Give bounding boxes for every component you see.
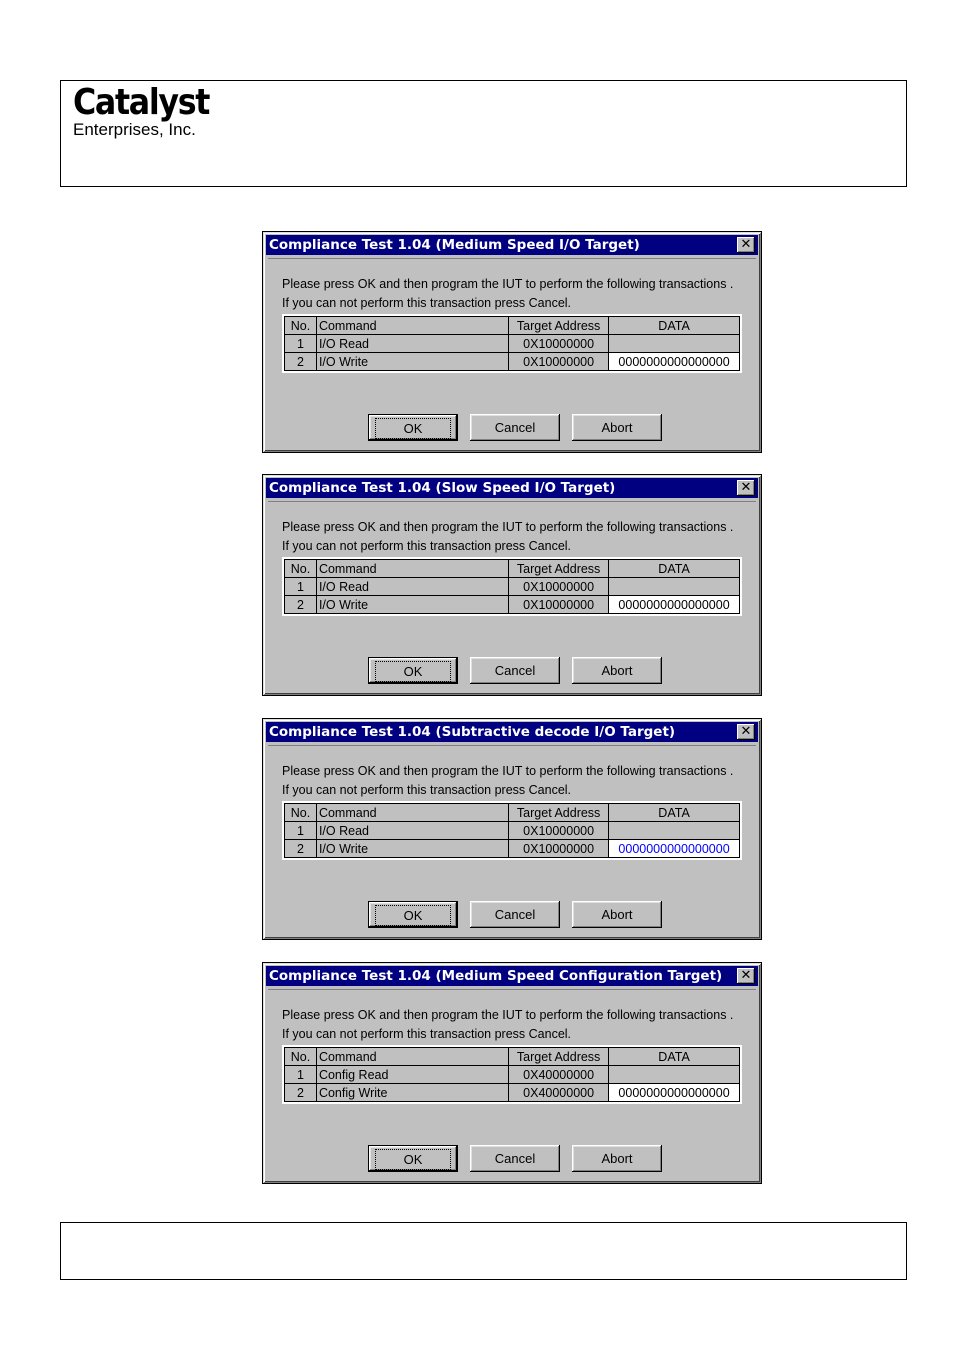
message-line-1: Please press OK and then program the IUT to perform the following transactions . xyxy=(282,277,734,291)
dialog-content xyxy=(268,745,756,934)
column-header-data[interactable]: DATA xyxy=(609,560,740,578)
cell-data-input[interactable]: 0000000000000000 xyxy=(609,1084,740,1102)
dialog-message xyxy=(282,762,733,799)
dialog-titlebar[interactable] xyxy=(266,722,758,742)
header-box xyxy=(60,80,907,187)
table-header-row xyxy=(285,1048,740,1066)
column-header-command[interactable]: Command xyxy=(316,560,508,578)
column-header-no[interactable]: No. xyxy=(285,317,317,335)
dialog-title: Compliance Test 1.04 (Slow Speed I/O Target) xyxy=(269,480,616,496)
ok-button[interactable] xyxy=(368,901,458,928)
table-row xyxy=(285,1066,740,1084)
close-icon[interactable]: ✕ xyxy=(737,480,755,496)
cell-target-address: 0X40000000 xyxy=(509,1084,609,1102)
cancel-button[interactable]: Cancel xyxy=(470,901,560,928)
ok-label: OK xyxy=(378,421,449,436)
ok-button[interactable] xyxy=(368,657,458,684)
dialog-medium-speed-io xyxy=(262,231,762,453)
cell-data xyxy=(609,822,740,840)
cell-data-input[interactable]: 0000000000000000 xyxy=(609,596,740,614)
column-header-no[interactable]: No. xyxy=(285,560,317,578)
dialog-titlebar[interactable] xyxy=(266,966,758,986)
table-row xyxy=(285,596,740,614)
column-header-target-address[interactable]: Target Address xyxy=(509,1048,609,1066)
message-line-1: Please press OK and then program the IUT to perform the following transactions . xyxy=(282,1008,734,1022)
cell-command: I/O Read xyxy=(316,822,508,840)
abort-button[interactable]: Abort xyxy=(572,657,662,684)
dialog-subtractive-decode-io xyxy=(262,718,762,940)
cell-no: 1 xyxy=(285,822,317,840)
cell-target-address: 0X10000000 xyxy=(509,596,609,614)
transactions-table xyxy=(284,803,740,858)
cell-target-address: 0X10000000 xyxy=(509,578,609,596)
dialog-content xyxy=(268,989,756,1178)
dialog-title: Compliance Test 1.04 (Medium Speed Configuration Target) xyxy=(269,968,723,984)
message-line-2: If you can not perform this transaction press Cancel. xyxy=(282,782,572,797)
message-line-1: Please press OK and then program the IUT to perform the following transactions . xyxy=(282,764,734,778)
dialog-title: Compliance Test 1.04 (Medium Speed I/O Target) xyxy=(269,237,640,253)
logo-main-text: Catalyst xyxy=(73,82,210,123)
message-line-1: Please press OK and then program the IUT to perform the following transactions . xyxy=(282,520,734,534)
table-header-row xyxy=(285,560,740,578)
column-header-command[interactable]: Command xyxy=(316,1048,508,1066)
column-header-data[interactable]: DATA xyxy=(609,804,740,822)
column-header-target-address[interactable]: Target Address xyxy=(509,317,609,335)
dialog-title: Compliance Test 1.04 (Subtractive decode I/O Target) xyxy=(269,724,676,740)
transactions-table xyxy=(284,316,740,371)
cell-command: Config Write xyxy=(316,1084,508,1102)
ok-button[interactable] xyxy=(368,1145,458,1172)
dialog-message xyxy=(282,518,733,555)
cell-no: 1 xyxy=(285,578,317,596)
cell-no: 2 xyxy=(285,353,317,371)
cell-data xyxy=(609,335,740,353)
close-icon[interactable]: ✕ xyxy=(737,724,755,740)
transactions-table xyxy=(284,1047,740,1102)
cell-no: 2 xyxy=(285,1084,317,1102)
ok-label: OK xyxy=(378,908,449,923)
table-row xyxy=(285,353,740,371)
cell-command: I/O Read xyxy=(316,578,508,596)
cancel-button[interactable]: Cancel xyxy=(470,1145,560,1172)
cell-no: 1 xyxy=(285,1066,317,1084)
cell-command: I/O Write xyxy=(316,840,508,858)
table-row xyxy=(285,335,740,353)
logo-sub-text: Enterprises, Inc. xyxy=(73,120,196,139)
message-line-2: If you can not perform this transaction press Cancel. xyxy=(282,295,572,310)
cell-no: 2 xyxy=(285,596,317,614)
cell-no: 1 xyxy=(285,335,317,353)
ok-button[interactable] xyxy=(368,414,458,441)
cell-data-input[interactable]: 0000000000000000 xyxy=(609,353,740,371)
dialog-message xyxy=(282,275,733,312)
column-header-no[interactable]: No. xyxy=(285,1048,317,1066)
column-header-target-address[interactable]: Target Address xyxy=(509,560,609,578)
cell-command: Config Read xyxy=(316,1066,508,1084)
ok-label: OK xyxy=(378,1152,449,1167)
cell-command: I/O Write xyxy=(316,353,508,371)
abort-button[interactable]: Abort xyxy=(572,901,662,928)
footer-box xyxy=(60,1222,907,1280)
table-row xyxy=(285,578,740,596)
transactions-table xyxy=(284,559,740,614)
cell-command: I/O Write xyxy=(316,596,508,614)
column-header-no[interactable]: No. xyxy=(285,804,317,822)
cell-target-address: 0X10000000 xyxy=(509,840,609,858)
cell-data xyxy=(609,578,740,596)
close-icon[interactable]: ✕ xyxy=(737,237,755,253)
table-header-row xyxy=(285,804,740,822)
dialog-titlebar[interactable] xyxy=(266,478,758,498)
ok-label: OK xyxy=(378,664,449,679)
column-header-target-address[interactable]: Target Address xyxy=(509,804,609,822)
dialog-slow-speed-io xyxy=(262,474,762,696)
cell-command: I/O Read xyxy=(316,335,508,353)
cell-target-address: 0X10000000 xyxy=(509,822,609,840)
abort-button[interactable]: Abort xyxy=(572,414,662,441)
dialog-medium-speed-config xyxy=(262,962,762,1184)
cell-data xyxy=(609,1066,740,1084)
cancel-button[interactable]: Cancel xyxy=(470,414,560,441)
cancel-button[interactable]: Cancel xyxy=(470,657,560,684)
cell-target-address: 0X10000000 xyxy=(509,353,609,371)
table-row xyxy=(285,1084,740,1102)
table-header-row xyxy=(285,317,740,335)
cell-no: 2 xyxy=(285,840,317,858)
message-line-2: If you can not perform this transaction press Cancel. xyxy=(282,1026,572,1041)
table-row xyxy=(285,840,740,858)
close-icon[interactable]: ✕ xyxy=(737,968,755,984)
cell-data-input[interactable]: 0000000000000000 xyxy=(609,840,740,858)
dialog-titlebar[interactable] xyxy=(266,235,758,255)
dialog-message xyxy=(282,1006,733,1043)
cell-target-address: 0X40000000 xyxy=(509,1066,609,1084)
column-header-data[interactable]: DATA xyxy=(609,1048,740,1066)
table-row xyxy=(285,822,740,840)
column-header-command[interactable]: Command xyxy=(316,317,508,335)
column-header-command[interactable]: Command xyxy=(316,804,508,822)
dialog-content xyxy=(268,258,756,447)
column-header-data[interactable]: DATA xyxy=(609,317,740,335)
company-logo xyxy=(73,83,228,139)
abort-button[interactable]: Abort xyxy=(572,1145,662,1172)
message-line-2: If you can not perform this transaction press Cancel. xyxy=(282,538,572,553)
cell-target-address: 0X10000000 xyxy=(509,335,609,353)
dialog-content xyxy=(268,501,756,690)
